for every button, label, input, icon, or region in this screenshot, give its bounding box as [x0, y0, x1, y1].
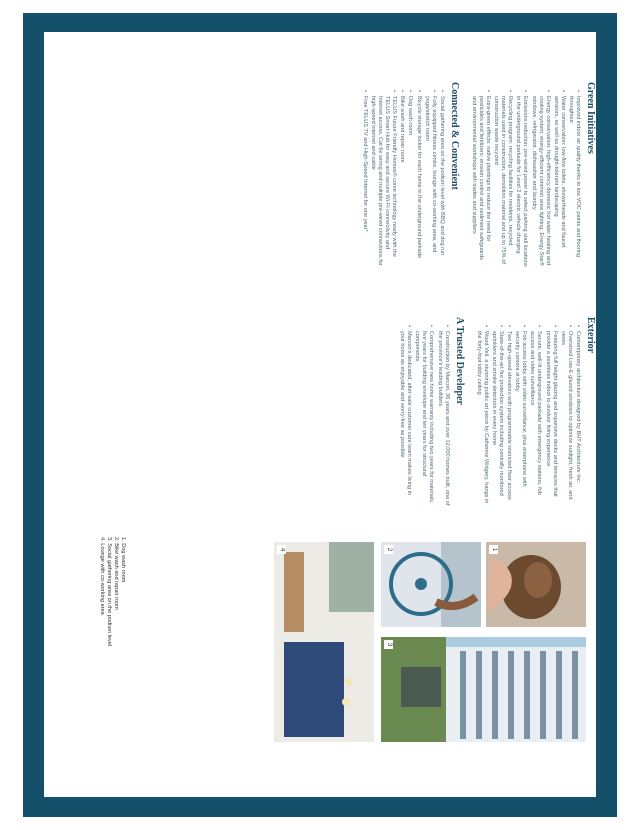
- trusted-item: • Marcon's dedicated, after-sale customer care team makes living in your home as enjoyable and worry-free as possible: [398, 325, 412, 507]
- trusted-section: [398, 317, 464, 507]
- trusted-item: • Comprehensive new home warranty including two years for materials, five years for building envelope and ten years for structural components: [414, 325, 435, 507]
- photo-number: 3: [384, 640, 393, 649]
- green-item: • Emissions reduction: pre-wired power to select parking stall locations in the underground parkade for Level 2 electric vehicle charging: [514, 90, 528, 267]
- photo-number: 1: [489, 545, 498, 554]
- connected-item: • Bicycle storage locker for each home in the underground parkade: [415, 90, 422, 267]
- connected-item: • Bike wash and repair room: [398, 90, 405, 267]
- podium-image: [381, 637, 586, 742]
- photo-podium: [381, 637, 586, 742]
- exterior-item: • State-of-the-art fire protection system including centrally monitored sprinklers and smoke detectors in every home: [490, 325, 504, 507]
- exterior-item: • Two high-speed elevators with programmable restricted floor access: [505, 325, 512, 507]
- photo-number: 2: [384, 545, 393, 554]
- green-section: [470, 82, 596, 267]
- caption: 1. Dog wash room: [120, 537, 126, 583]
- connected-item: • TELUS Future Friendly Homes® come technology ready with the TELUS Smart Hub for easy and secure Wi-Fi connectivity and Internet access, Cat 6e wiring and multiple pre-wired connections for high-speed internet and cable: [369, 90, 397, 267]
- trusted-title: A Trusted Developer: [453, 317, 465, 405]
- green-item: • Improved indoor air quality thanks to low VOC paints and flooring throughout: [567, 90, 581, 267]
- photo-lounge: [274, 542, 374, 742]
- left-column: [351, 82, 596, 267]
- exterior-item: • Contemporary architecture designed by BHT Architecture Inc.: [574, 325, 581, 507]
- photo-number: 4: [277, 545, 286, 554]
- connected-section: [361, 82, 460, 267]
- connected-title: Connected & Convenient: [449, 82, 461, 190]
- rotated-content: [44, 32, 596, 797]
- bike-repair-image: [381, 542, 481, 627]
- green-item: • Energy conservation: high-efficiency domestic hot water heating and cooling system, energy-efficient common area lighting, Energy Star® windows, refrigerator, dishwasher and laundry: [530, 90, 551, 267]
- green-item: • Extra-green effects: native plantings to reduce the need for pesticides and fertilizers; erosion control and sediment safeguards and environmental workshops with trades and suppliers: [470, 90, 491, 267]
- photo-bike-repair: [381, 542, 481, 627]
- caption: 2. Bike wash and repair room: [113, 537, 119, 610]
- green-title: Green Initiatives: [585, 82, 596, 154]
- exterior-item: • Wood Veil, a stunning public art piece by Catherine Widgery, hangs in the forty-foot lobby ceiling: [475, 325, 489, 507]
- green-item: • Recycling program: recycling facilities for residents, recycled materials used in construction, demolition material and up to 75% of construction waste recycled: [492, 90, 513, 267]
- exterior-item: • Featuring full height glazing and expansive decks and terraces that provide a seamless indoor to outdoor living experience: [544, 325, 558, 507]
- connected-item: • Dog wash room: [407, 90, 414, 267]
- green-item: • Water conservation: low-flow toilets, showerheads and faucet aerators, as well as drought-tolerant landscaping: [552, 90, 566, 267]
- exterior-section: [475, 317, 596, 507]
- middle-column: [388, 317, 596, 507]
- exterior-item: • Fob access lobby with video surveillance, plus enterphone with security camera at lobby: [513, 325, 527, 507]
- exterior-title: Exterior: [585, 317, 596, 354]
- trusted-item: • Construction by Marcon, 36 years and over 12,000 homes built, one of the province's leading builders: [436, 325, 450, 507]
- brochure-page: [44, 32, 596, 797]
- exterior-item: • Oversized Low-E glazed windows to optimize sunlight, fresh air, and views: [559, 325, 573, 507]
- dog-wash-image: [486, 542, 586, 627]
- caption: 3. Social gathering area on the podium level: [106, 537, 112, 647]
- photo-captions: [98, 537, 126, 657]
- connected-item: • Free TELUS TV and High-Speed Internet for one year*: [361, 90, 368, 267]
- connected-item: • Fully equipped fitness centre, lounge with co-working area, and yoga/stretch room: [423, 90, 437, 267]
- lounge-image: [274, 542, 374, 742]
- photo-dog-wash: [486, 542, 586, 627]
- connected-item: • Social gathering area on the podium level with BBQ and dog run: [438, 90, 445, 267]
- exterior-item: • Secure, well-lit underground parkade with emergency stations, fob access and video surveillance: [528, 325, 542, 507]
- caption: 4. Lounge with co-working area: [99, 537, 105, 615]
